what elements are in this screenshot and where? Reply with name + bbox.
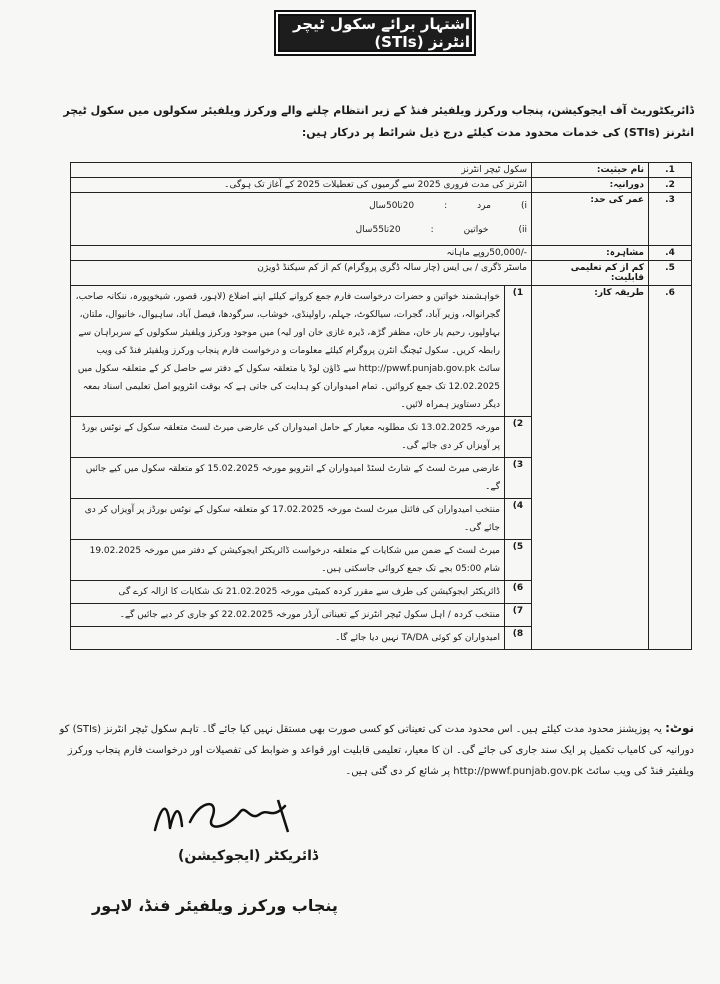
table-row xyxy=(71,286,692,650)
intro-paragraph: ڈائریکٹوریٹ آف ایجوکیشن، پنجاب ورکرز ویلفیئر فنڈ کے زیر انتظام چلنے والے ورکرز ویلفیئر سکولوں میں سکول ٹیچر انٹرنز (STIs) کی خدمات محدود مدت کیلئے درج ذیل شرائط پر درکار ہیں: xyxy=(63,104,694,139)
age-group: مرد xyxy=(477,201,491,211)
row-number: 6. xyxy=(649,286,692,650)
row-label: نام حیثیت: xyxy=(532,163,649,178)
row-value: انٹرنز کی مدت فروری 2025 سے گرمیوں کی تعطیلات 2025 کے آغاز تک ہوگی۔ xyxy=(71,178,532,193)
row-value: سکول ٹیچر انٹرنز xyxy=(71,163,532,178)
table-row xyxy=(71,261,692,286)
row-label: مشاہرہ: xyxy=(532,246,649,261)
procedure-text: میرٹ لسٹ کے ضمن میں شکایات کے متعلقہ درخواست ڈائریکٹر ایجوکیشن کے دفتر میں مورخہ 19.02.2025 شام 05:00 بجے تک جمع کروائی جاسکتی ہیں۔ xyxy=(89,546,500,574)
row-label: طریقہ کار: xyxy=(532,286,649,650)
table-row xyxy=(71,193,692,246)
row-label: کم از کم تعلیمی قابلیت: xyxy=(532,261,649,286)
table-row xyxy=(71,246,692,261)
age-range: 20تا50سال xyxy=(369,201,415,211)
list-item xyxy=(71,417,531,458)
procedure-text: منتخب کردہ / اہل سکول ٹیچر انٹرنز کے تعیناتی آرڈر مورخہ 22.02.2025 کو جاری کر دیے جائیں گے۔ xyxy=(119,610,500,620)
list-item xyxy=(71,604,531,627)
procedure-text: مورخہ 13.02.2025 تک مطلوبہ معیار کے حامل امیدواران کی عارضی میرٹ لسٹ متعلقہ سکول کے نوٹس بورڈ پر آویزاں کر دی جائے گی۔ xyxy=(81,423,500,451)
terms-table xyxy=(70,162,692,650)
age-index: ii) xyxy=(518,225,527,235)
row-number: 5. xyxy=(649,261,692,286)
age-group: خواتین xyxy=(463,225,489,235)
procedure-number: 6) xyxy=(504,581,531,603)
row-value: ماسٹر ڈگری / بی ایس (چار سالہ ڈگری پروگرام) کم از کم سیکنڈ ڈویژن xyxy=(71,261,532,286)
age-limits: i) مرد : 20تا50سال ii) خواتین : 20تا55سال xyxy=(71,193,532,246)
list-item xyxy=(71,458,531,499)
page-title: اشتہار برائے سکول ٹیچر انٹرنز (STIs) xyxy=(278,14,472,52)
note-label: نوٹ: xyxy=(665,721,694,735)
age-range: 20تا55سال xyxy=(355,225,401,235)
row-label: عمر کی حد: xyxy=(532,193,649,246)
row-value: -/50,000روپے ماہانہ xyxy=(71,246,532,261)
list-item xyxy=(71,286,531,417)
list-item xyxy=(71,627,531,649)
procedure-number: 3) xyxy=(504,458,531,498)
signatory-title: ڈائریکٹر (ایجوکیشن) xyxy=(178,848,319,864)
row-number: 1. xyxy=(649,163,692,178)
procedure-number: 8) xyxy=(504,627,531,649)
procedure-number: 5) xyxy=(504,540,531,580)
procedure-text: امیدواران کو کوئی TA/DA نہیں دیا جائے گا۔ xyxy=(335,633,500,643)
age-index: i) xyxy=(520,201,527,211)
procedure-number: 7) xyxy=(504,604,531,626)
procedure-number: 2) xyxy=(504,417,531,457)
row-number: 4. xyxy=(649,246,692,261)
signature-image xyxy=(150,792,300,844)
note-section xyxy=(44,718,694,782)
row-number: 3. xyxy=(649,193,692,246)
procedure-number: 1) xyxy=(504,286,531,416)
list-item xyxy=(71,540,531,581)
procedure-text: ڈائریکٹر ایجوکیشن کی طرف سے مقرر کردہ کمیٹی مورخہ 21.02.2025 تک شکایات کا ازالہ کرے گی xyxy=(118,587,500,597)
list-item xyxy=(71,581,531,604)
note-text: یہ پوزیشنز محدود مدت کیلئے ہیں۔ اس محدود مدت کی تعیناتی کو کسی صورت بھی مستقل نہیں کیا جائے گا۔ تاہم سکول ٹیچر انٹرنز (STIs) کو دورانیہ کی کامیاب تکمیل پر ایک سند جاری کی جائے گی۔ ان کا معیار، تعلیمی قابلیت اور قواعد و ضوابط کی تفصیلات اور درخواست فارم پنجاب ورکرز ویلفیئر فنڈ کی ویب سائٹ http://pwwf.punjab.gov.pk پر شائع کر دی گئی ہیں۔ xyxy=(59,724,694,777)
procedure-list xyxy=(71,286,532,650)
table-row xyxy=(71,163,692,178)
signatory-department: پنجاب ورکرز ویلفیئر فنڈ، لاہور xyxy=(92,896,338,915)
procedure-text: خواہشمند خواتین و حضرات درخواست فارم جمع کروانے کیلئے اپنے اضلاع (لاہور، قصور، شیخوپورہ، ننکانہ صاحب، گجرانوالہ، وزیر آباد، گجرات، سیالکوٹ، جہلم، راولپنڈی، خوشاب، سرگودھا، فیصل آباد، ساہیوال، خانیوال، ملتان، بہاولپور، رحیم یار خان، مظفر گڑھ، ڈیرہ غازی خان اور لیہ) میں موجود ورکرز ویلفیئر سکولوں کے سربراہان سے رابطہ کریں۔ سکول ٹیچنگ انٹرن پروگرام کیلئے معلومات و درخواست فارم پنجاب ورکرز ویلفیئر فنڈ کی ویب سائٹ http://pwwf.punjab.gov.pk سے ڈاؤن لوڈ یا متعلقہ سکول کے دفتر سے حاصل کر کے متعلقہ سکول میں 12.02.2025 تک جمع کروائیں۔ تمام امیدواران کو ہدایت کی جاتی ہے کہ بوقت انٹرویو اصل تعلیمی اسناد بمعہ دیگر دستاویز ہمراہ لائیں۔ xyxy=(75,292,500,410)
row-label: دورانیہ: xyxy=(532,178,649,193)
row-number: 2. xyxy=(649,178,692,193)
procedure-text: عارضی میرٹ لسٹ کے شارٹ لسٹڈ امیدواران کے انٹرویو مورخہ 15.02.2025 کو متعلقہ سکول میں کیے جائیں گے۔ xyxy=(85,464,500,492)
list-item xyxy=(71,499,531,540)
table-row xyxy=(71,178,692,193)
procedure-number: 4) xyxy=(504,499,531,539)
procedure-text: منتخب امیدواران کی فائنل میرٹ لسٹ مورخہ 17.02.2025 کو متعلقہ سکول کے نوٹس بورڈز پر آویزاں کر دی جائے گی۔ xyxy=(84,505,500,533)
